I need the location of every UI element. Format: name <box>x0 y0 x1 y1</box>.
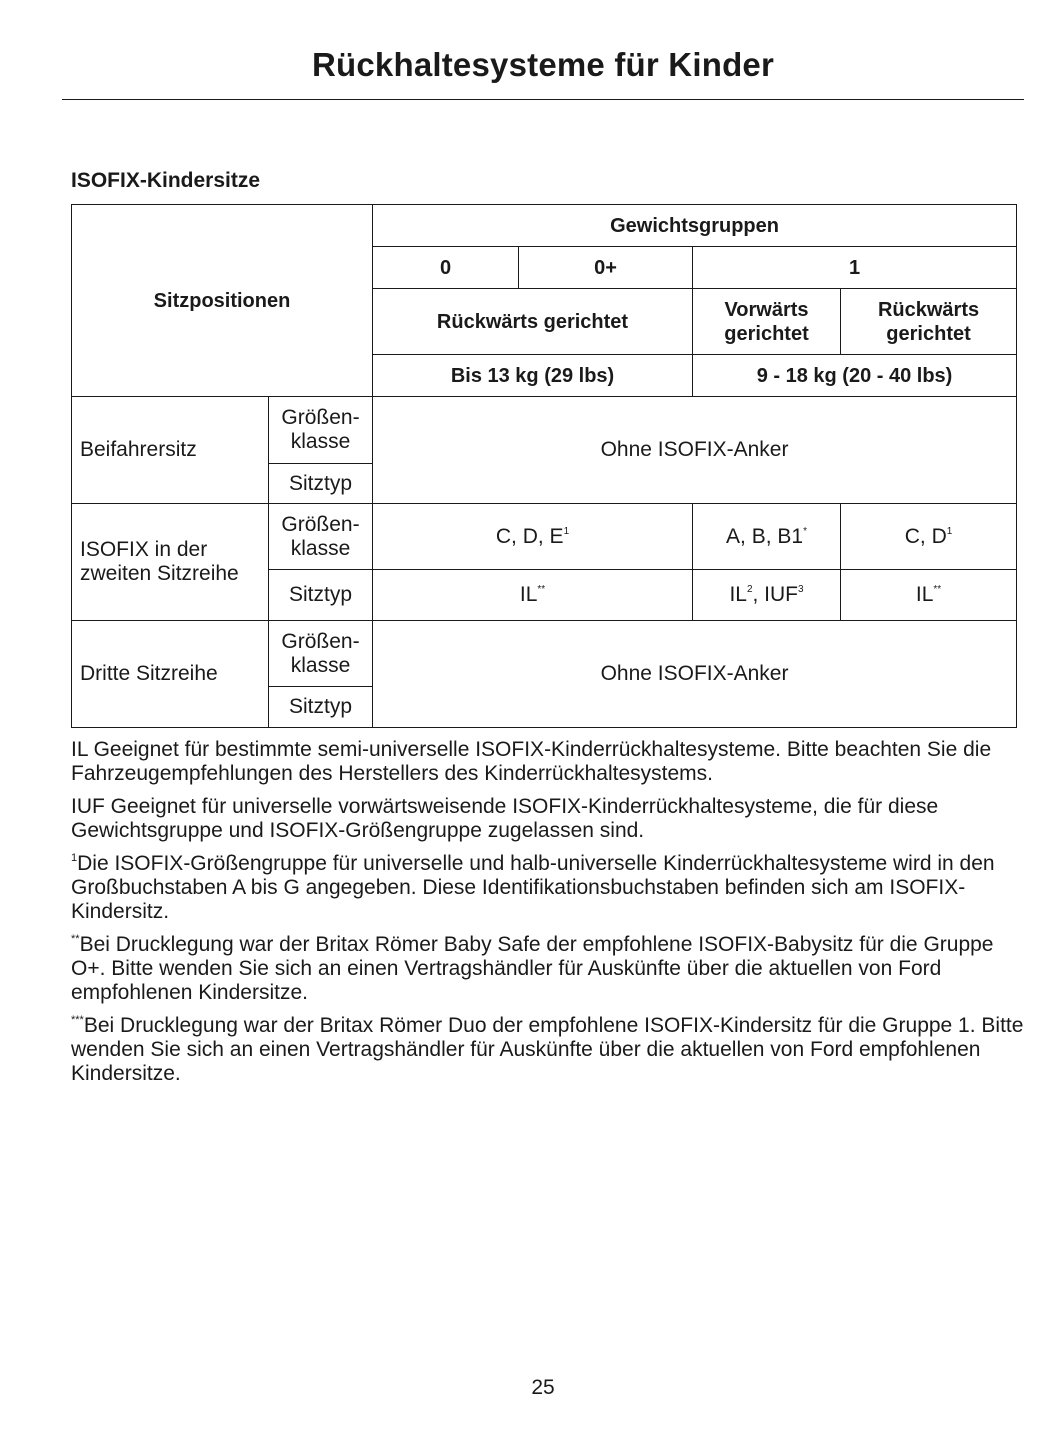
size-class-label: Größen-klasse <box>269 397 373 464</box>
sitzpositionen-header: Sitzpositionen <box>72 205 373 397</box>
seat-type-label: Sitztyp <box>269 570 373 621</box>
table-row <box>72 205 1017 247</box>
vorwaerts-gerichtet-header: Vorwärts gerichtet <box>693 289 841 355</box>
section-heading: ISOFIX-Kindersitze <box>71 169 261 192</box>
row-label-zweite-sitzreihe: ISOFIX in der zweiten Sitzreihe <box>72 504 269 621</box>
weight-1-header: 9 - 18 kg (20 - 40 lbs) <box>693 355 1017 397</box>
note-il: IL Geeignet für bestimmte semi-universelle ISOFIX-Kinderrückhaltesysteme. Bitte beachten Sie die Fahrzeugempfehlungen des Herstellers des Kinderrückhaltesystems. <box>71 738 992 785</box>
seat-type-forward-cell: $IL^2$, IUF$^3$ <box>693 570 841 621</box>
seat-type-label: Sitztyp <box>269 687 373 728</box>
note-2-mark: ** <box>71 933 80 945</box>
group-0plus-header: 0+ <box>519 247 693 289</box>
beifahrersitz-value: Ohne ISOFIX-Anker <box>373 397 1017 504</box>
size-class-forward-cell: A, B, B1* <box>693 504 841 570</box>
dritte-sitzreihe-value: Ohne ISOFIX-Anker <box>373 621 1017 728</box>
rueckwaerts-gerichtet-1-header: Rückwärts gerichtet <box>841 289 1017 355</box>
row-label-dritte-sitzreihe: Dritte Sitzreihe <box>72 621 269 728</box>
group-1-header: 1 <box>693 247 1017 289</box>
rueckwaerts-gerichtet-header: Rückwärts gerichtet <box>373 289 693 355</box>
seat-type-label: Sitztyp <box>269 464 373 504</box>
gewichtsgruppen-header: Gewichtsgruppen <box>373 205 1017 247</box>
page-number: 25 <box>531 1376 555 1399</box>
weight-0-header: Bis 13 kg (29 lbs) <box>373 355 693 397</box>
size-class-label: Größen-klasse <box>269 504 373 570</box>
note-3: ***Bei Drucklegung war der Britax Römer Duo der empfohlene ISOFIX-Kindersitz für die Gruppe 1. Bitte wenden Sie sich an einen Vertragshändler für Auskünfte über die aktuellen von Ford empfohlenen Kindersitze. <box>71 1014 1024 1085</box>
note-3-mark: *** <box>71 1014 84 1026</box>
page-title: Rückhaltesysteme für Kinder <box>311 46 775 83</box>
seat-type-rear-1-cell: IL** <box>841 570 1017 621</box>
isofix-table <box>71 204 1017 728</box>
footnotes <box>71 738 1026 1095</box>
row-label-beifahrersitz: Beifahrersitz <box>72 397 269 504</box>
table-row <box>72 621 1017 687</box>
title-divider <box>62 99 1024 100</box>
note-iuf: IUF Geeignet für universelle vorwärtsweisende ISOFIX-Kinderrückhaltesysteme, die für diese Gewichtsgruppe und ISOFIX-Größengruppe zugelassen sind. <box>71 795 939 842</box>
note-1: $^1$Die ISOFIX-Größengruppe für universelle und halb-universelle Kinderrückhaltesysteme wird in den Großbuchstaben A bis G angegeben. Diese Identifikationsbuchstaben befinden sich am ISOFIX-Kindersitz. <box>71 852 995 923</box>
table-row <box>72 397 1017 464</box>
group-0-header: 0 <box>373 247 519 289</box>
size-class-label: Größen-klasse <box>269 621 373 687</box>
size-class-rear-1-cell: C, $D^1$ <box>841 504 1017 570</box>
seat-type-rear-cell: IL** <box>373 570 693 621</box>
note-2: **Bei Drucklegung war der Britax Römer Baby Safe der empfohlene ISOFIX-Babysitz für die Gruppe O+. Bitte wenden Sie sich an einen Vertragshändler für Auskünfte über die aktuellen von Ford empfohlenen Kindersitze. <box>71 933 994 1004</box>
note-1-mark: 1 <box>71 852 78 864</box>
table-row <box>72 504 1017 570</box>
size-class-rear-cell: C, D, $E^1$ <box>373 504 693 570</box>
